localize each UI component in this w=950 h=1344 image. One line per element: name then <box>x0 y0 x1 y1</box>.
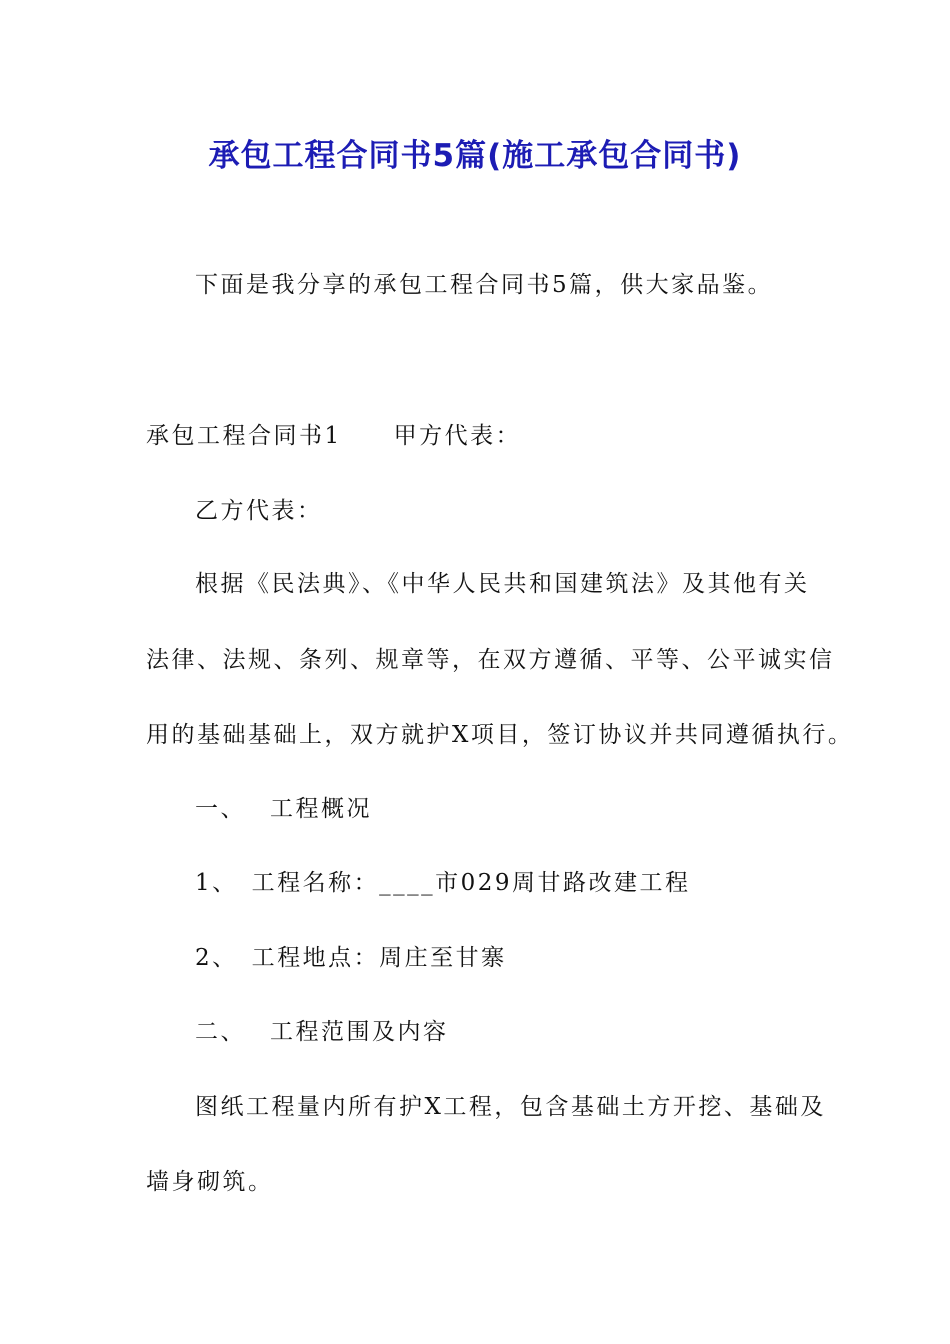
item2-number: 2、 <box>195 945 238 971</box>
item1 <box>195 868 691 898</box>
paragraph1-line2: 法律、法规、条列、规章等，在双方遵循、平等、公平诚实信 <box>146 647 835 673</box>
section2-number: 二、 <box>195 1019 246 1045</box>
party-a-label: 甲方代表： <box>393 423 522 449</box>
contract-heading-line <box>146 421 521 451</box>
item1-text: 工程名称：____市029周甘路改建工程 <box>251 870 691 896</box>
section2-title: 工程范围及内容 <box>270 1019 449 1045</box>
contract-heading: 承包工程合同书1 <box>146 423 342 449</box>
section2-heading <box>195 1017 449 1047</box>
document-title: 承包工程合同书5篇(施工承包合同书) <box>208 138 742 174</box>
intro-paragraph: 下面是我分享的承包工程合同书5篇，供大家品鉴。 <box>195 272 774 298</box>
item2-text: 工程地点：周庄至甘寨 <box>251 945 507 971</box>
section1-heading <box>195 794 372 824</box>
paragraph2-line2: 墙身砌筑。 <box>146 1169 274 1195</box>
section1-number: 一、 <box>195 796 246 822</box>
paragraph1-line3: 用的基础基础上，双方就护X项目，签订协议并共同遵循执行。 <box>146 722 854 748</box>
paragraph2-line1: 图纸工程量内所有护X工程，包含基础土方开挖、基础及 <box>195 1094 826 1120</box>
section1-title: 工程概况 <box>270 796 372 822</box>
item1-number: 1、 <box>195 870 238 896</box>
item2 <box>195 943 507 973</box>
party-b-label: 乙方代表： <box>195 498 323 524</box>
paragraph1-line1: 根据《民法典》、《中华人民共和国建筑法》及其他有关 <box>195 571 810 597</box>
